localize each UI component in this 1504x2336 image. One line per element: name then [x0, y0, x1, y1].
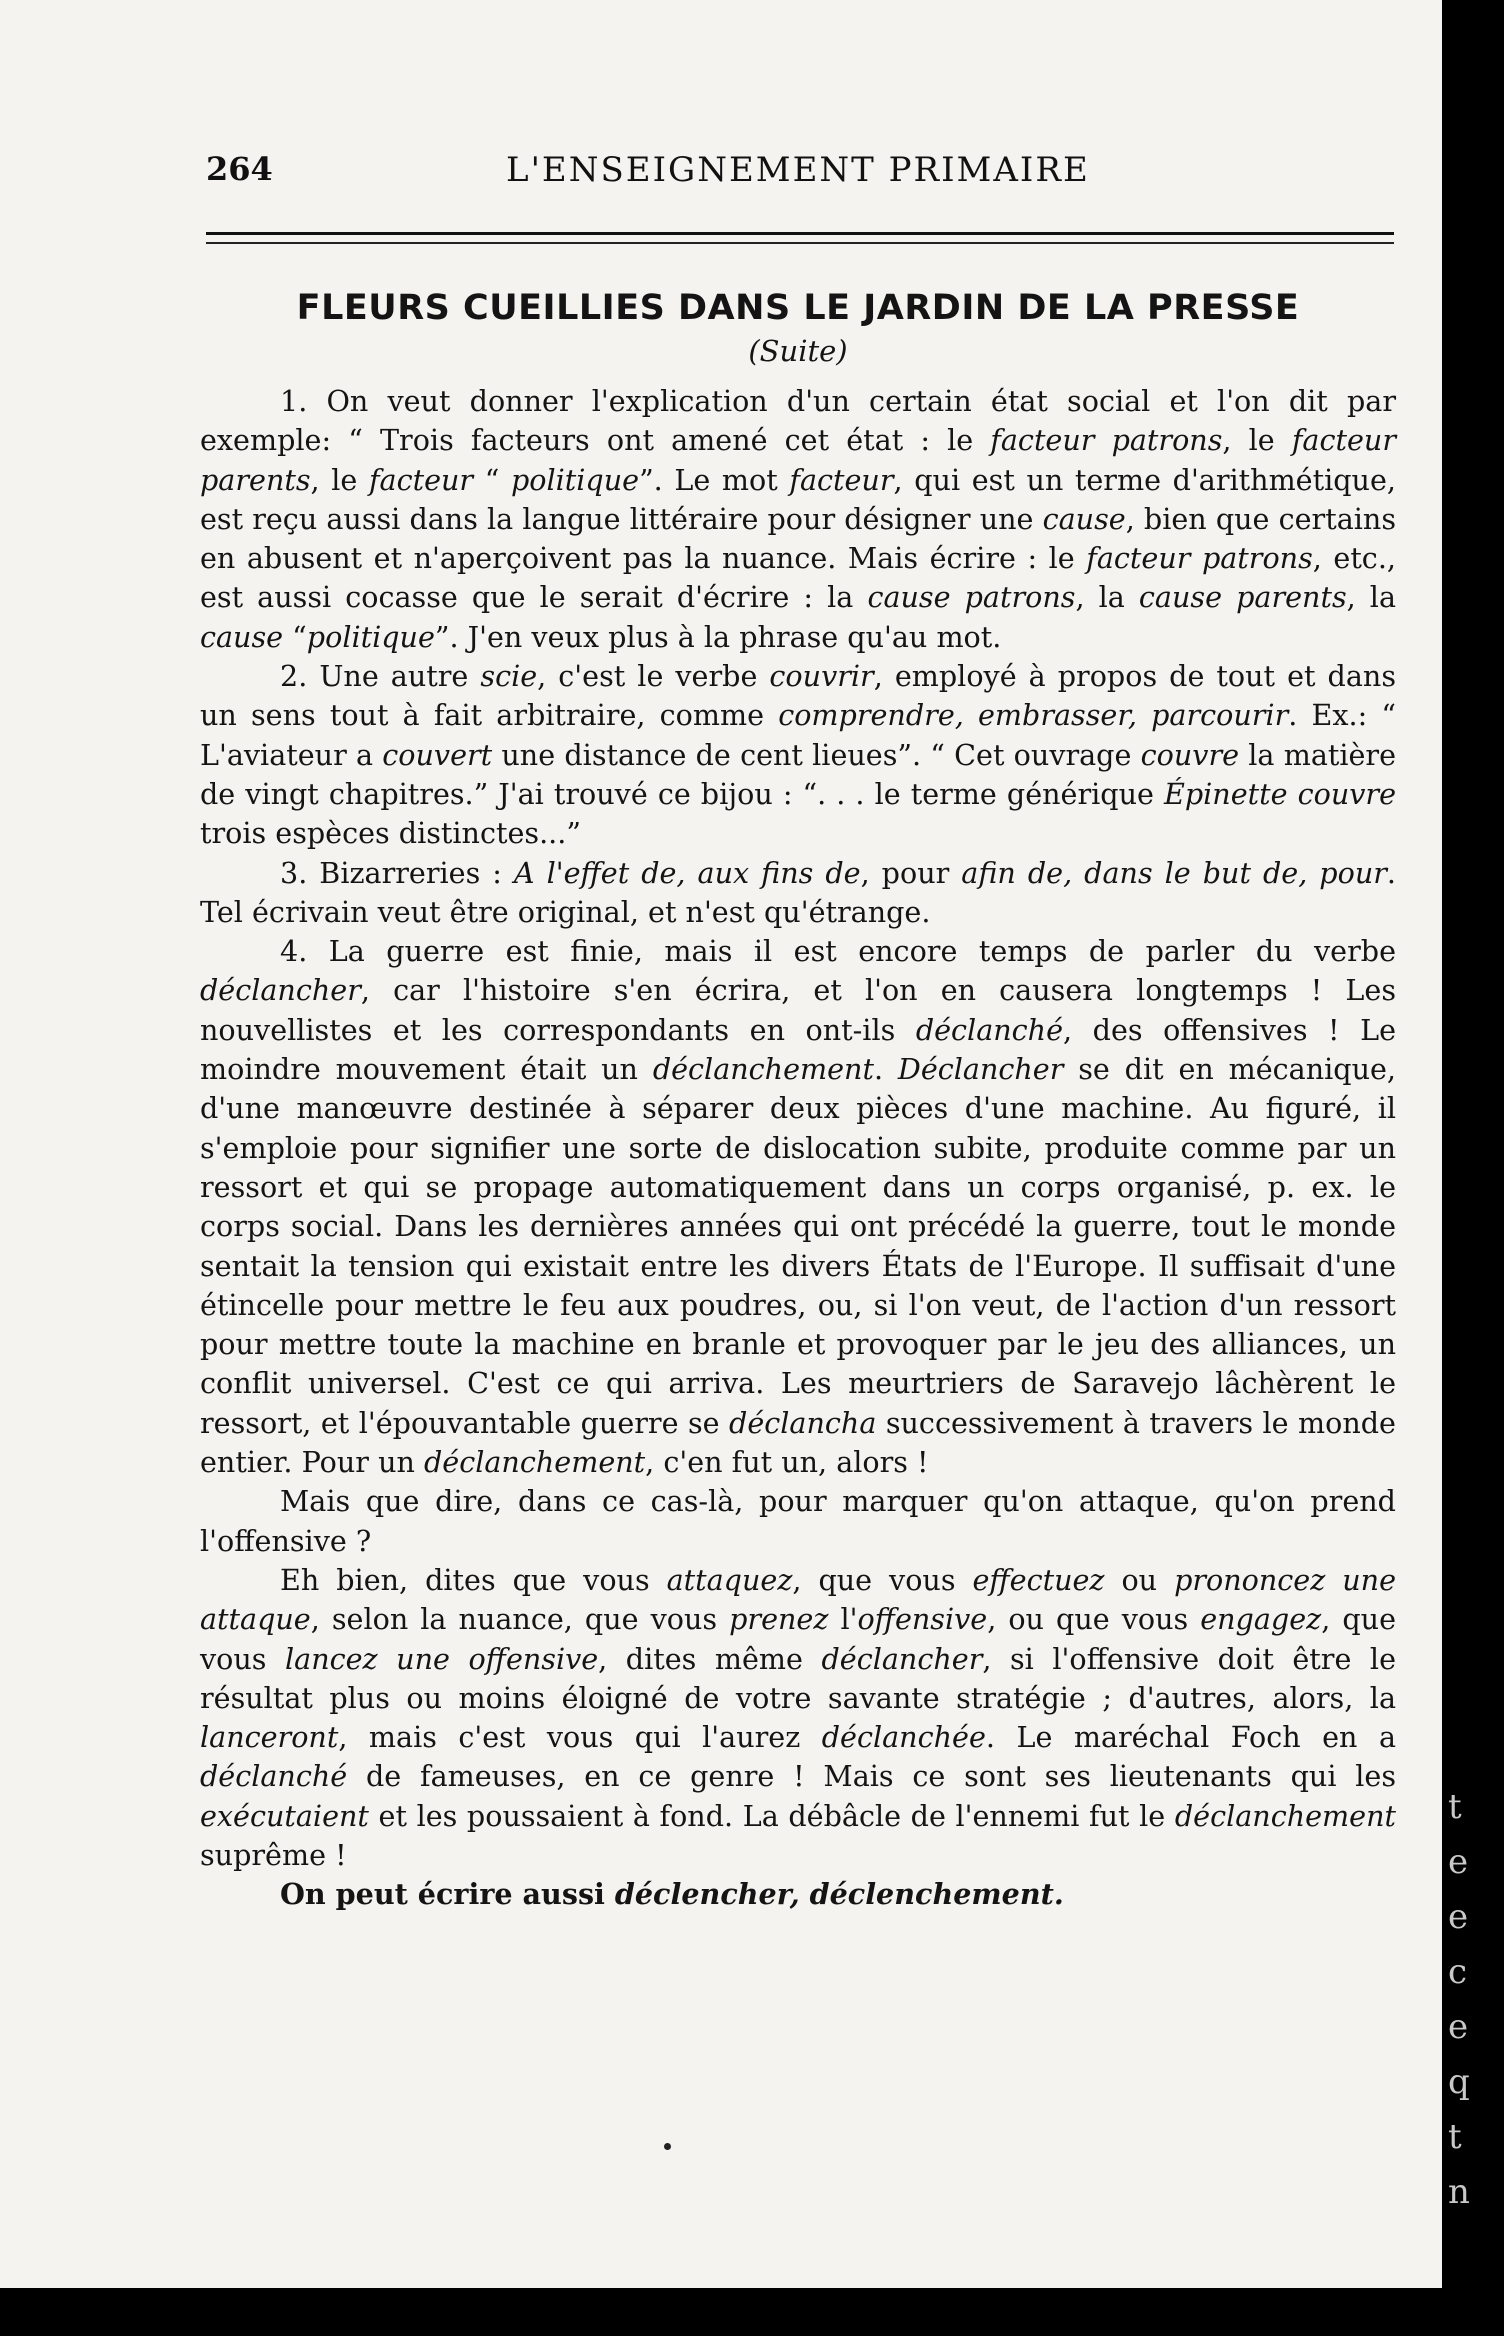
text-run: 2. Une autre [280, 659, 481, 694]
text-run: Mais que dire, dans ce cas-là, pour marquer qu'on attaque, qu'on prend l'offensive ? [200, 1484, 1396, 1558]
text-run: , c'est le verbe [537, 659, 770, 694]
text-run: . Tel écrivain veut être original, et n'est qu'étrange. [200, 855, 1396, 929]
text-run: , le [1222, 423, 1292, 458]
running-head [206, 150, 1402, 200]
text-run: , ou que vous [987, 1602, 1201, 1637]
edge-letter: c [1448, 1952, 1468, 1992]
edge-letter: e [1448, 1842, 1469, 1882]
text-run: ou [1104, 1562, 1175, 1597]
edge-letter: q [1448, 2062, 1470, 2102]
scan-border [0, 2288, 1504, 2336]
running-title: L'ENSEIGNEMENT PRIMAIRE [506, 150, 1090, 190]
text-run: successivement à travers le monde entier. Pour un [200, 1405, 1396, 1480]
italic-run: Épinette couvre [1163, 776, 1396, 811]
italic-run: déclanchement [424, 1445, 646, 1480]
header-rule-secondary [206, 242, 1394, 244]
article-paragraph [200, 1482, 1396, 1561]
text-run: , que vous [792, 1562, 973, 1597]
italic-run: cause patrons [867, 580, 1076, 615]
italic-run: prononcez une attaque [200, 1562, 1397, 1637]
text-run: , employé à propos de tout et dans un sens tout à fait arbitraire, comme [200, 659, 1396, 733]
italic-run: déclancha [729, 1405, 877, 1440]
text-run: , selon la nuance, que vous [310, 1602, 730, 1637]
italic-run: déclancher [821, 1641, 983, 1676]
text-run: , si l'offensive doit être le résultat plus ou moins éloigné de votre savante stratégie ; d'autres, alors, la [200, 1641, 1396, 1715]
italic-run: déclanchement [1174, 1798, 1396, 1833]
article-paragraph [200, 932, 1396, 1482]
header-rule [206, 232, 1394, 235]
page-number: 264 [206, 150, 273, 188]
italic-run: couvert [382, 737, 493, 772]
text-run: “ [283, 619, 307, 654]
text-run: trois espèces distinctes...” [200, 816, 581, 851]
article-subtitle: (Suite) [748, 334, 848, 368]
italic-run: offensive [857, 1602, 988, 1637]
italic-run: déclanché [915, 1012, 1064, 1047]
article-paragraph [200, 657, 1396, 853]
italic-run: déclencher, déclenchement. [614, 1877, 1064, 1912]
text-run: , pour [860, 855, 962, 890]
edge-letter: n [1448, 2172, 1470, 2212]
text-run: de fameuses, en ce genre ! Mais ce sont ses lieutenants qui les [347, 1759, 1396, 1794]
text-run: l' [828, 1602, 858, 1637]
article-paragraph [200, 1561, 1396, 1875]
article-paragraph [200, 854, 1396, 933]
italic-run: cause [200, 619, 284, 654]
adjacent-page-letters [1448, 1780, 1498, 2220]
edge-letter: e [1448, 2007, 1469, 2047]
italic-run: facteur parents [200, 423, 1396, 497]
text-run: , la [1075, 580, 1139, 615]
article-paragraph [200, 382, 1396, 657]
text-run: 3. Bizarreries : [280, 855, 514, 890]
text-run: . Le maréchal Foch en a [985, 1720, 1396, 1755]
article-paragraph [200, 1875, 1396, 1914]
italic-run: déclanchée [821, 1720, 986, 1755]
text-run: ”. Le mot [639, 462, 790, 497]
italic-run: Déclancher [897, 1052, 1064, 1087]
text-run: , des offensives ! Le moindre mouvement était un [200, 1012, 1396, 1087]
text-run: . [873, 1052, 898, 1087]
text-run: Eh bien, dites que vous [280, 1562, 667, 1597]
italic-run: facteur patrons [990, 423, 1223, 458]
text-run: , etc., est aussi cocasse que le serait d'écrire : la [200, 541, 1396, 615]
italic-run: couvrir [769, 659, 874, 694]
article [200, 280, 1396, 1915]
italic-run: prenez [729, 1602, 829, 1637]
article-body [200, 382, 1396, 1915]
text-run: , bien que certains en abusent et n'aperçoivent pas la nuance. Mais écrire : le [200, 501, 1396, 576]
text-run: On peut écrire aussi [280, 1877, 615, 1912]
italic-run: afin de, dans le but de, pour [961, 855, 1387, 890]
text-run: “ [473, 462, 511, 497]
italic-run: facteur [368, 462, 474, 497]
italic-run: politique [306, 619, 435, 654]
text-run: . Ex.: “ L'aviateur a [200, 698, 1397, 772]
edge-letter: e [1448, 1897, 1469, 1937]
italic-run: cause [1042, 501, 1126, 536]
italic-run: facteur [789, 462, 894, 497]
text-run: , la [1346, 580, 1397, 615]
italic-run: lanceront [200, 1720, 339, 1755]
text-run: , que vous [200, 1602, 1396, 1676]
text-run: se dit en mécanique, d'une manœuvre destinée à séparer deux pièces d'une machine. Au figuré, il s'emploie pour signifier une sorte de dislocation subite, produite comme par un ressort et qui se propage automatiquement dans un corps organisé, p. ex. le corps social. Dans les dernières années qui ont précédé la guerre, tout le monde sentait la tension qui existait entre les divers États de l'Europe. Il suffisait d'une étincelle pour mettre le feu aux poudres, ou, si l'on veut, de l'action d'un ressort pour mettre toute la machine en branle et provoquer par le jeu des alliances, un conflit universel. C'est ce qui arriva. Les meurtriers de Saravejo lâchèrent le ressort, et l'épouvantable guerre se [200, 1052, 1397, 1440]
text-run: une distance de cent lieues”. “ Cet ouvrage [492, 737, 1141, 772]
text-run: , le [310, 462, 369, 497]
italic-run: lancez une offensive [285, 1641, 599, 1676]
italic-run: A l'effet de, aux fins de [513, 855, 861, 890]
italic-run: couvre [1140, 737, 1240, 772]
italic-run: comprendre, embrasser, parcourir [778, 698, 1289, 733]
italic-run: cause parents [1138, 580, 1347, 615]
article-title: FLEURS CUEILLIES DANS LE JARDIN DE LA PRESSE [296, 288, 1300, 328]
edge-letter: t [1448, 1787, 1462, 1827]
italic-run: déclanchement [652, 1052, 874, 1087]
text-run: suprême ! [200, 1837, 347, 1872]
italic-run: déclancher [200, 973, 361, 1008]
text-run: , c'en fut un, alors ! [645, 1445, 929, 1480]
page-end-dot [664, 2143, 671, 2150]
italic-run: attaquez [666, 1562, 793, 1597]
italic-run: politique [510, 462, 640, 497]
italic-run: engagez [1200, 1602, 1322, 1637]
text-run: , qui est un terme d'arithmétique, est reçu aussi dans la langue littéraire pour désigner une [200, 462, 1396, 536]
italic-run: scie [480, 659, 538, 694]
italic-run: déclanché [200, 1759, 348, 1794]
text-run: , dites même [598, 1641, 822, 1676]
italic-run: facteur patrons [1086, 541, 1313, 576]
text-run: , mais c'est vous qui l'aurez [338, 1720, 822, 1755]
text-run: 4. La guerre est finie, mais il est encore temps de parler du verbe [280, 934, 1396, 969]
text-run: et les poussaient à fond. La débâcle de l'ennemi fut le [368, 1798, 1175, 1833]
italic-run: exécutaient [200, 1798, 369, 1833]
text-run: la matière de vingt chapitres.” J'ai trouvé ce bijou : “. . . le terme générique [200, 737, 1397, 811]
text-run: ”. J'en veux plus à la phrase qu'au mot. [434, 619, 1002, 654]
text-run: , car l'histoire s'en écrira, et l'on en causera longtemps ! Les nouvellistes et les correspondants en ont-ils [200, 973, 1396, 1047]
italic-run: effectuez [972, 1562, 1105, 1597]
edge-letter: t [1448, 2117, 1462, 2157]
text-run: 1. On veut donner l'explication d'un certain état social et l'on dit par exemple: “ Trois facteurs ont amené cet état : le [200, 384, 1396, 458]
